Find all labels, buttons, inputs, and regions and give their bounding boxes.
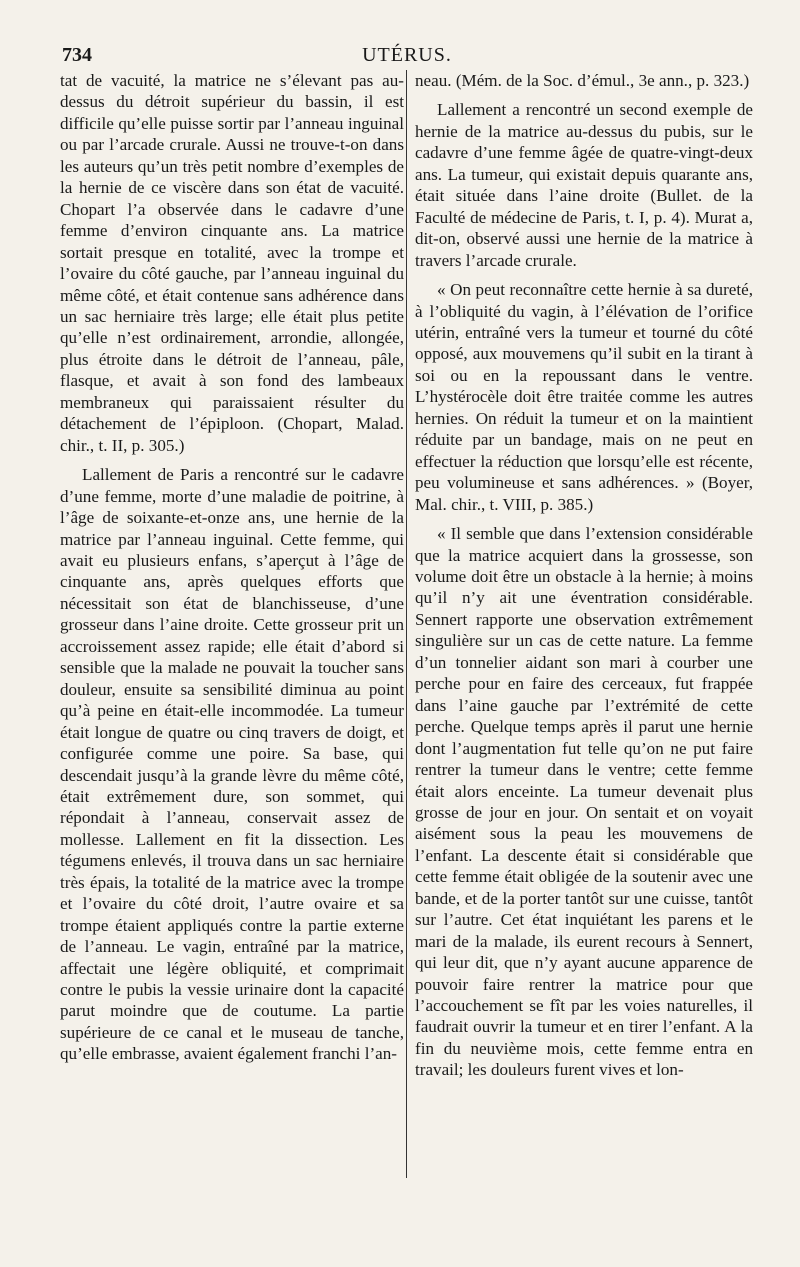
paragraph: tat de vacuité, la matrice ne s’élevant pas au-dessus du détroit supérieur du bassin, il est difficile qu’elle puisse sortir par l’anneau inguinal ou par l’arcade crurale. Aussi ne trouve-t-on dans les auteurs qu’un très petit nombre d’exemples de la hernie de ce viscère dans son état de vacuité. Chopart l’a observée dans le cadavre d’une femme d’environ cinquante ans. La matrice sortait presque en totalité, avec la trompe et l’ovaire du côté gauche, par l’anneau inguinal du même côté, et était contenue sans adhérence dans un sac herniaire très large; elle était plus petite qu’elle n’est ordinairement, arrondie, allongée, plus étroite dans le détroit de l’anneau, pâle, flasque, et avait à son fond des lambeaux membraneux qui paraissaient résulter du détachement de l’épiploon. (Chopart, Malad. chir., t. II, p. 305.) (60, 71, 404, 455)
paragraph: Lallement de Paris a rencontré sur le cadavre d’une femme, morte d’une maladie de poitrine, à l’âge de soixante-et-onze ans, une hernie de la matrice par l’anneau inguinal. Cette femme, qui avait eu plusieurs enfans, s’aperçut à l’âge de cinquante ans, après quelques efforts que nécessitait son état de blanchisseuse, d’une grosseur dans l’aine droite. Cette grosseur prit un accroissement assez rapide; elle était d’abord si sensible que la malade ne pouvait la toucher sans douleur, ensuite sa sensibilité diminua au point qu’à peine en était-elle incommodée. La tumeur était longue de quatre ou cinq travers de doigt, et configurée comme une poire. Sa base, qui descendait jusqu’à la grande lèvre du même côté, était extrêmement dure, son sommet, qui répondait à l’anneau, conservait assez de mollesse. Lallement en fit la dissection. Les tégumens enlevés, il trouva dans un sac herniaire très épais, la totalité de la matrice avec la trompe et l’ovaire du côté droit, l’autre ovaire et sa trompe étaient appliqués contre la partie externe de l’anneau. Le vagin, entraîné par la matrice, affectait une légère obliquité, et comprimait contre le pubis la vessie urinaire dont la capacité parut moindre que de coutume. La partie supérieure de ce canal et le museau de tanche, qu’elle embrasse, avaient également franchi l’an- (60, 465, 404, 1064)
right-column (415, 70, 753, 1081)
column-divider (406, 70, 407, 1178)
left-column (60, 70, 404, 1065)
page-number: 734 (62, 44, 92, 66)
paragraph: Lallement a rencontré un second exemple de hernie de la matrice au-dessus du pubis, sur le cadavre d’une femme âgée de quatre-vingt-deux ans. La tumeur, qui existait depuis quarante ans, était située dans l’aine droite (Bullet. de la Faculté de médecine de Paris, t. I, p. 4). Murat a, dit-on, observé aussi une hernie de la matrice à travers l’arcade crurale. (415, 100, 753, 270)
paragraph: « Il semble que dans l’extension considérable que la matrice acquiert dans la grossesse, son volume doit être un obstacle à la hernie; à moins qu’il n’y ait une éventration considérable. Sennert rapporte une observation extrêmement singulière sur un cas de cette nature. La femme d’un tonnelier aidant son mari à courber une perche pour en faire des cerceaux, fut frappée dans l’aine gauche par l’extrémité de cette perche. Quelque temps après il parut une hernie dont l’augmentation fut telle qu’on ne put faire rentrer la tumeur dans le ventre; cette femme était alors enceinte. La tumeur devenait plus grosse de jour en jour. On sentait et on voyait aisément sous la peau les mouvemens de l’enfant. La descente était si considérable que cette femme était obligée de la soutenir avec une bande, et de la porter tantôt sur une cuisse, tantôt sur l’autre. Cet état inquiétant les parens et le mari de la malade, ils eurent recours à Sennert, qui leur dit, que n’y ayant aucune apparence de pouvoir faire rentrer la matrice pour que l’accouchement se fît par les voies naturelles, il faudrait ouvrir la tumeur et en tirer l’enfant. A la fin du neuvième mois, cette femme entra en travail; les douleurs furent vives et lon- (415, 524, 753, 1080)
paragraph: « On peut reconnaître cette hernie à sa dureté, à l’obliquité du vagin, à l’élévation de l’orifice utérin, entraîné vers la tumeur et tourné du côté opposé, aux mouvemens qu’il subit en la tirant à soi ou en la repoussant dans le ventre. L’hystérocèle doit être traitée comme les autres hernies. On réduit la tumeur et on la maintient réduite par un bandage, mais on ne peut en effectuer la réduction que lorsqu’elle est récente, peu volumineuse et sans adhérences. » (Boyer, Mal. chir., t. VIII, p. 385.) (415, 280, 753, 514)
paragraph: neau. (Mém. de la Soc. d’émul., 3e ann., p. 323.) (415, 71, 750, 90)
running-title: UTÉRUS. (362, 44, 452, 66)
page-header (62, 44, 752, 70)
